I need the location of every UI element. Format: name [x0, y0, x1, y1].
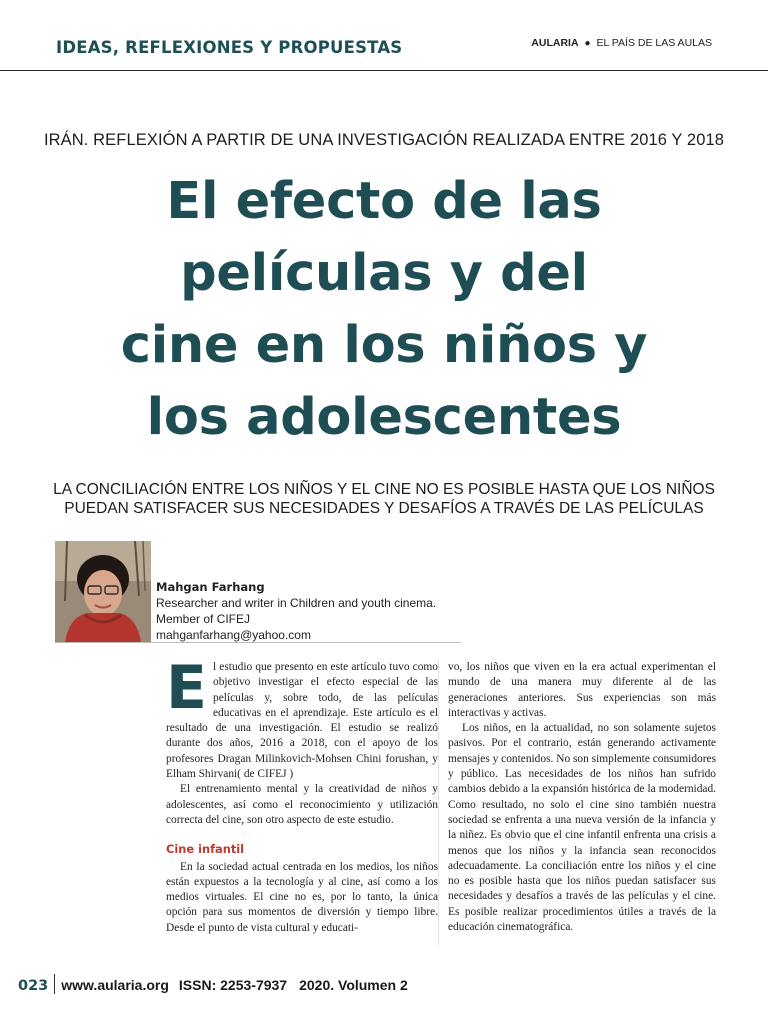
article-subtitle: [40, 480, 728, 518]
author-portrait-image: [55, 541, 151, 642]
page-footer: [18, 974, 408, 994]
author-info: [156, 579, 436, 643]
title-line: cine en los niños y: [120, 316, 648, 375]
paragraph: En la sociedad actual centrada en los medios, los niños están expuestos a la tecnología y al cine, así como a los medios virtuales. El cine no es, por lo tanto, la única opción para sus momentos de diversión y tiempo libre. Desde el punto de vista cultural y educati-: [166, 860, 438, 934]
page-number: 023: [18, 978, 49, 994]
title-line: películas y del: [180, 244, 588, 303]
magazine-brand: AULARIA: [531, 37, 579, 49]
paragraph-intro: [166, 653, 438, 782]
title-line: los adolescentes: [146, 388, 622, 447]
article-kicker: IRÁN. REFLEXIÓN A PARTIR DE UNA INVESTIGACIÓN REALIZADA ENTRE 2016 Y 2018: [43, 131, 725, 149]
title-line: El efecto de las: [166, 172, 602, 231]
page-header: [0, 0, 768, 71]
issn-number: ISSN: 2253-7937: [178, 977, 288, 993]
column-divider: [438, 660, 439, 945]
magazine-tagline: EL PAÍS DE LAS AULAS: [596, 37, 712, 49]
author-email[interactable]: mahganfarhang@yahoo.com: [156, 628, 311, 642]
body-column-left: [166, 653, 438, 936]
bullet-separator: ●: [584, 38, 591, 49]
subtitle-line: PUEDAN SATISFACER SUS NECESIDADES Y DESAFÍOS A TRAVÉS DE LAS PELÍCULAS: [64, 500, 704, 517]
footer-divider: [54, 974, 55, 994]
website-link[interactable]: www.aularia.org: [61, 977, 169, 993]
paragraph: Los niños, en la actualidad, no son solamente sujetos pasivos. Por el contrario, están generando activamente mensajes y contenidos. No son simplemente consumidores y público. Las necesidades de los niños han sufrido cambios debido a la expansión histórica de la modernidad. Como resultado, no solo el cine sino también nuestra sociedad se enfrenta a una nueva versión de la infancia y la niñez. Es obvio que el cine infantil enfrenta una crisis a menos que los niños y la infancia sean reconocidos adecuadamente. La conciliación entre los niños y el cine no es posible hasta que los niños puedan satisfacer sus necesidades y desafíos a través de las películas y el cine. Es posible realizar procedimientos útiles a través de la educación cinematográfica.: [448, 722, 716, 934]
section-title: IDEAS, REFLEXIONES Y PROPUESTAS: [56, 38, 403, 57]
author-name: Mahgan Farhang: [156, 580, 265, 594]
magazine-masthead: [531, 37, 712, 49]
subheading-cine-infantil: Cine infantil: [166, 842, 245, 857]
paragraph: El entrenamiento mental y la creatividad de niños y adolescentes, así como el reconocimiento y utilización correcta del cine, son otro aspecto de este estudio.: [166, 783, 438, 826]
paragraph-text: l estudio que presento en este artículo tuvo como objetivo investigar el efecto especial de las películas y, sobre todo, de las películas educativas en el aprendizaje. Este artículo es el resultado de una investigación. El estudio se realizó durante dos años, 2016 a 2018, con el apoyo de los profesores Dragan Milinkovich-Mohsen Chini forushan, y Elham Shirvani( de CIFEJ ): [166, 661, 438, 781]
author-photo: [55, 541, 151, 642]
paragraph: vo, los niños que viven en la era actual experimentan el mundo de una manera muy diferente al de las generaciones anteriores. Sus experiencias son más interactivas y activas.: [448, 661, 716, 719]
author-divider: [55, 642, 461, 643]
author-role: Researcher and writer in Children and youth cinema.: [156, 596, 437, 610]
issue-volume: 2020. Volumen 2: [299, 977, 408, 993]
author-membership: Member of CIFEJ: [156, 612, 251, 626]
subtitle-line: LA CONCILIACIÓN ENTRE LOS NIÑOS Y EL CINE NO ES POSIBLE HASTA QUE LOS NIÑOS: [53, 481, 715, 498]
body-column-right: [448, 660, 716, 935]
drop-cap: E: [166, 653, 207, 723]
article-title: [60, 166, 708, 454]
